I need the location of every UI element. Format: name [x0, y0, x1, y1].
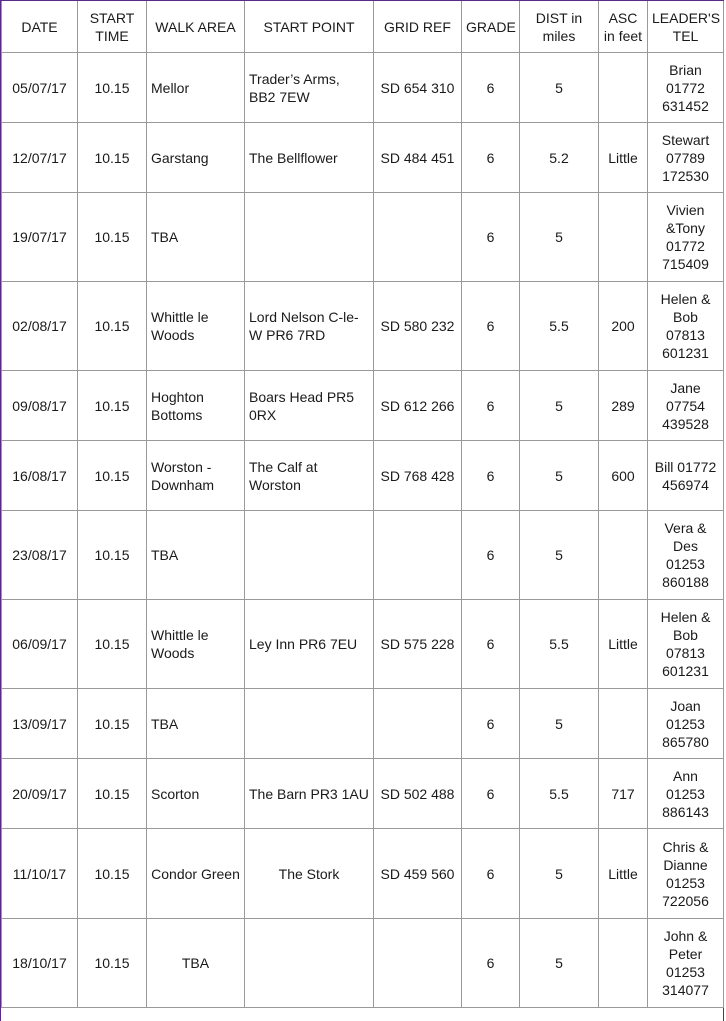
cell-grid-ref	[374, 919, 462, 1008]
cell-start-point: Boars Head PR5 0RX	[245, 371, 374, 441]
cell-date: 23/08/17	[2, 511, 78, 600]
cell-grid-ref: SD 612 266	[374, 371, 462, 441]
cell-dist: 5	[520, 193, 599, 282]
cell-start-time: 10.15	[78, 193, 147, 282]
cell-date: 09/08/17	[2, 371, 78, 441]
cell-start-point: Trader’s Arms, BB2 7EW	[245, 53, 374, 123]
cell-grid-ref	[374, 511, 462, 600]
cell-leader-tel: Joan 01253 865780	[648, 689, 724, 759]
cell-start-point: The Bellflower	[245, 123, 374, 193]
cell-grid-ref	[374, 193, 462, 282]
cell-asc	[599, 511, 648, 600]
cell-dist: 5	[520, 689, 599, 759]
cell-grade: 6	[462, 282, 520, 371]
cell-dist: 5	[520, 53, 599, 123]
cell-dist: 5.5	[520, 759, 599, 829]
cell-date: 18/10/17	[2, 919, 78, 1008]
table-row	[2, 371, 724, 441]
cell-dist: 5	[520, 919, 599, 1008]
cell-grade: 6	[462, 689, 520, 759]
cell-asc: Little	[599, 829, 648, 919]
header-date: DATE	[2, 1, 78, 53]
cell-dist: 5	[520, 829, 599, 919]
cell-start-point: Lord Nelson C-le-W PR6 7RD	[245, 282, 374, 371]
cell-date: 05/07/17	[2, 53, 78, 123]
cell-start-time: 10.15	[78, 919, 147, 1008]
cell-grid-ref	[374, 689, 462, 759]
cell-asc: 289	[599, 371, 648, 441]
cell-start-point: The Barn PR3 1AU	[245, 759, 374, 829]
cell-dist: 5.5	[520, 282, 599, 371]
cell-start-time: 10.15	[78, 282, 147, 371]
cell-walk-area: TBA	[147, 689, 245, 759]
cell-start-point	[245, 193, 374, 282]
cell-asc	[599, 689, 648, 759]
cell-grade: 6	[462, 371, 520, 441]
cell-date: 16/08/17	[2, 441, 78, 511]
cell-grid-ref: SD 654 310	[374, 53, 462, 123]
cell-date: 13/09/17	[2, 689, 78, 759]
cell-start-time: 10.15	[78, 371, 147, 441]
table-row	[2, 282, 724, 371]
cell-date: 02/08/17	[2, 282, 78, 371]
cell-start-time: 10.15	[78, 511, 147, 600]
cell-walk-area: Whittle le Woods	[147, 282, 245, 371]
cell-walk-area: TBA	[147, 511, 245, 600]
cell-start-time: 10.15	[78, 123, 147, 193]
cell-asc: 200	[599, 282, 648, 371]
cell-walk-area: Hoghton Bottoms	[147, 371, 245, 441]
cell-grid-ref: SD 580 232	[374, 282, 462, 371]
cell-dist: 5.2	[520, 123, 599, 193]
cell-leader-tel: Jane 07754 439528	[648, 371, 724, 441]
cell-grade: 6	[462, 600, 520, 689]
cell-leader-tel: Helen & Bob 07813 601231	[648, 600, 724, 689]
header-leader-tel: LEADER'S TEL	[648, 1, 724, 53]
cell-start-point	[245, 919, 374, 1008]
header-dist: DIST in miles	[520, 1, 599, 53]
cell-start-point	[245, 511, 374, 600]
header-asc: ASC in feet	[599, 1, 648, 53]
cell-date: 19/07/17	[2, 193, 78, 282]
cell-walk-area: Worston - Downham	[147, 441, 245, 511]
cell-leader-tel: Vera & Des 01253 860188	[648, 511, 724, 600]
cell-asc	[599, 919, 648, 1008]
cell-start-time: 10.15	[78, 689, 147, 759]
cell-leader-tel: Vivien &Tony 01772 715409	[648, 193, 724, 282]
cell-start-point: The Calf at Worston	[245, 441, 374, 511]
cell-walk-area: Scorton	[147, 759, 245, 829]
cell-asc	[599, 53, 648, 123]
cell-date: 20/09/17	[2, 759, 78, 829]
cell-grid-ref: SD 502 488	[374, 759, 462, 829]
cell-start-time: 10.15	[78, 759, 147, 829]
header-start-time: START TIME	[78, 1, 147, 53]
cell-grid-ref: SD 459 560	[374, 829, 462, 919]
cell-grade: 6	[462, 919, 520, 1008]
cell-grade: 6	[462, 441, 520, 511]
table-row	[2, 759, 724, 829]
walks-table	[1, 1, 724, 1008]
cell-asc: Little	[599, 600, 648, 689]
header-grid-ref: GRID REF	[374, 1, 462, 53]
table-row	[2, 829, 724, 919]
table-row	[2, 193, 724, 282]
header-walk-area: WALK AREA	[147, 1, 245, 53]
cell-start-time: 10.15	[78, 53, 147, 123]
cell-start-time: 10.15	[78, 441, 147, 511]
cell-asc	[599, 193, 648, 282]
cell-leader-tel: Chris & Dianne 01253 722056	[648, 829, 724, 919]
header-start-point: START POINT	[245, 1, 374, 53]
cell-asc: Little	[599, 123, 648, 193]
cell-grid-ref: SD 484 451	[374, 123, 462, 193]
cell-grid-ref: SD 575 228	[374, 600, 462, 689]
table-row	[2, 441, 724, 511]
cell-grid-ref: SD 768 428	[374, 441, 462, 511]
cell-leader-tel: Stewart 07789 172530	[648, 123, 724, 193]
cell-dist: 5	[520, 511, 599, 600]
cell-start-point: The Stork	[245, 829, 374, 919]
cell-leader-tel: Ann 01253 886143	[648, 759, 724, 829]
cell-walk-area: Mellor	[147, 53, 245, 123]
cell-asc: 600	[599, 441, 648, 511]
cell-walk-area: Condor Green	[147, 829, 245, 919]
cell-walk-area: Garstang	[147, 123, 245, 193]
cell-grade: 6	[462, 829, 520, 919]
cell-dist: 5	[520, 441, 599, 511]
cell-leader-tel: Brian 01772 631452	[648, 53, 724, 123]
cell-dist: 5.5	[520, 600, 599, 689]
cell-grade: 6	[462, 759, 520, 829]
cell-walk-area: Whittle le Woods	[147, 600, 245, 689]
table-row	[2, 53, 724, 123]
cell-start-time: 10.15	[78, 829, 147, 919]
cell-grade: 6	[462, 123, 520, 193]
cell-walk-area: TBA	[147, 193, 245, 282]
cell-leader-tel: Helen & Bob 07813 601231	[648, 282, 724, 371]
cell-grade: 6	[462, 53, 520, 123]
cell-asc: 717	[599, 759, 648, 829]
table-row	[2, 919, 724, 1008]
table-row	[2, 689, 724, 759]
header-grade: GRADE	[462, 1, 520, 53]
table-row	[2, 123, 724, 193]
cell-leader-tel: John & Peter 01253 314077	[648, 919, 724, 1008]
cell-leader-tel: Bill 01772 456974	[648, 441, 724, 511]
cell-date: 12/07/17	[2, 123, 78, 193]
cell-start-time: 10.15	[78, 600, 147, 689]
cell-dist: 5	[520, 371, 599, 441]
cell-grade: 6	[462, 193, 520, 282]
cell-date: 11/10/17	[2, 829, 78, 919]
cell-start-point	[245, 689, 374, 759]
table-row	[2, 600, 724, 689]
header-row	[2, 1, 724, 53]
cell-grade: 6	[462, 511, 520, 600]
table-row	[2, 511, 724, 600]
cell-walk-area: TBA	[147, 919, 245, 1008]
cell-date: 06/09/17	[2, 600, 78, 689]
cell-start-point: Ley Inn PR6 7EU	[245, 600, 374, 689]
